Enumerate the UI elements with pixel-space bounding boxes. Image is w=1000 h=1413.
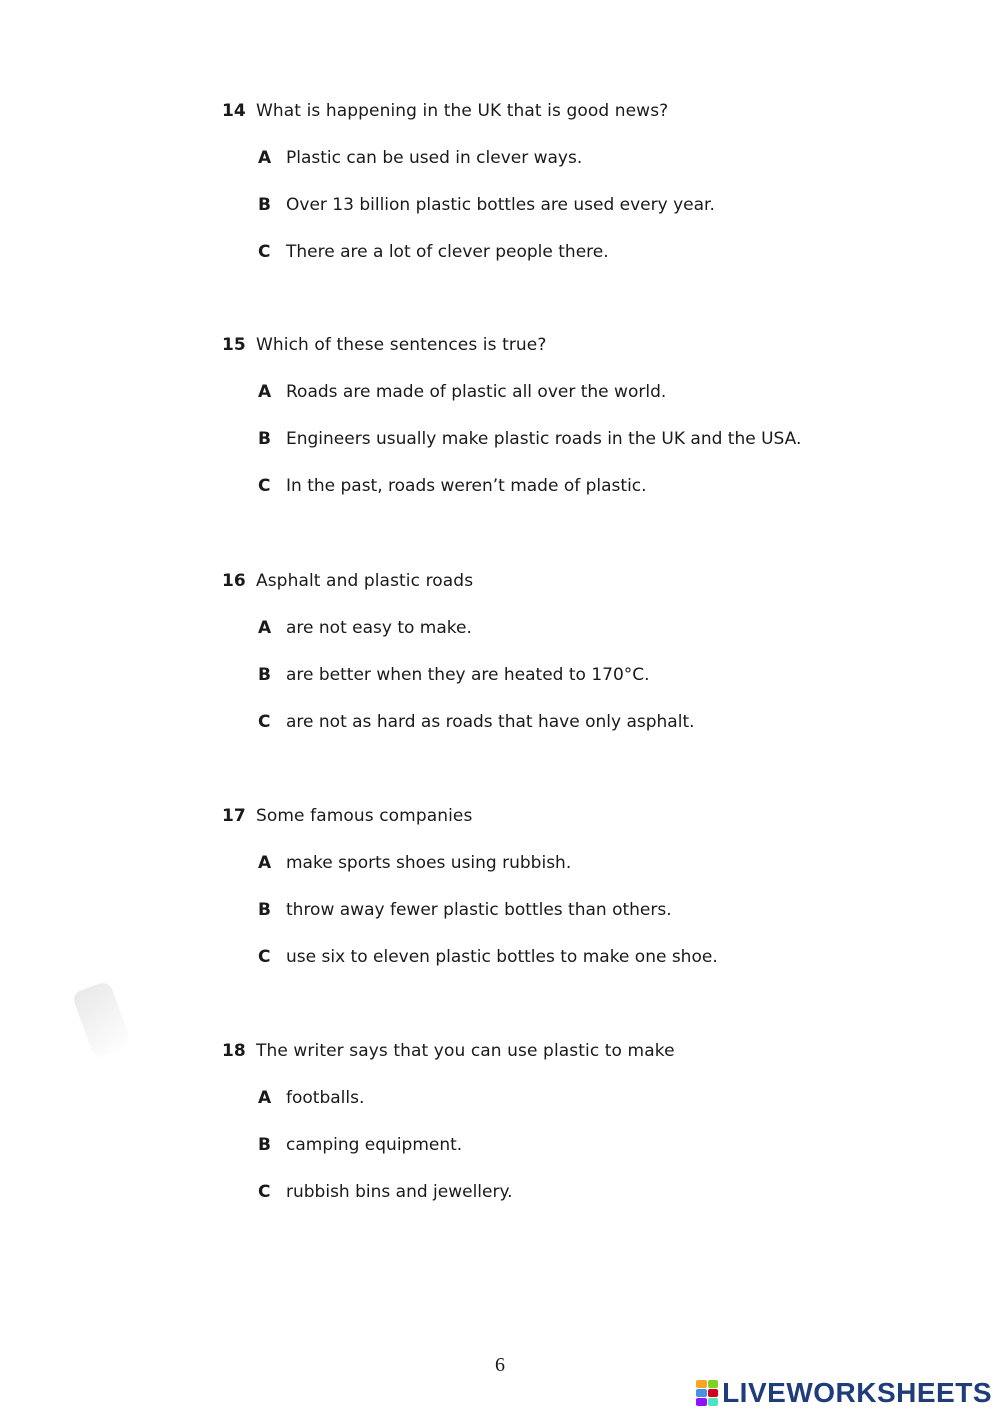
- liveworksheets-logo-icon: [696, 1380, 718, 1406]
- option-letter: A: [258, 148, 272, 168]
- question-number: 15: [222, 335, 246, 355]
- question-stem: [222, 804, 922, 828]
- option-text: Roads are made of plastic all over the world.: [286, 382, 667, 402]
- question-text: Some famous companies: [256, 806, 473, 826]
- option-text: make sports shoes using rubbish.: [286, 853, 572, 873]
- question-18: [222, 1039, 922, 1204]
- option-letter: A: [258, 382, 272, 402]
- option-letter: B: [258, 900, 271, 920]
- option-c[interactable]: [258, 945, 922, 969]
- option-a[interactable]: [258, 851, 922, 875]
- option-a[interactable]: [258, 616, 922, 640]
- option-letter: A: [258, 618, 272, 638]
- logo-tile: [696, 1389, 707, 1397]
- option-c[interactable]: [258, 1180, 922, 1204]
- page-number: 6: [495, 1354, 505, 1376]
- option-text: throw away fewer plastic bottles than others.: [286, 900, 672, 920]
- option-letter: A: [258, 853, 272, 873]
- question-stem: [222, 333, 922, 357]
- option-text: Plastic can be used in clever ways.: [286, 148, 583, 168]
- option-text: are better when they are heated to 170°C.: [286, 665, 650, 685]
- question-stem: [222, 1039, 922, 1063]
- option-b[interactable]: [258, 427, 922, 451]
- option-letter: C: [258, 947, 271, 967]
- question-stem: [222, 569, 922, 593]
- question-number: 17: [222, 806, 246, 826]
- liveworksheets-watermark: [696, 1376, 992, 1410]
- question-16: [222, 569, 922, 734]
- question-number: 16: [222, 571, 246, 591]
- option-text: There are a lot of clever people there.: [286, 242, 609, 262]
- option-b[interactable]: [258, 1133, 922, 1157]
- option-letter: B: [258, 1135, 271, 1155]
- option-c[interactable]: [258, 240, 922, 264]
- option-letter: C: [258, 476, 271, 496]
- option-c[interactable]: [258, 474, 922, 498]
- option-letter: A: [258, 1088, 272, 1108]
- option-letter: B: [258, 665, 271, 685]
- option-text: camping equipment.: [286, 1135, 463, 1155]
- option-text: Over 13 billion plastic bottles are used every year.: [286, 195, 715, 215]
- watermark-text: LIVEWORKSHEETS: [722, 1377, 992, 1408]
- scan-shadow: [71, 980, 133, 1059]
- option-letter: C: [258, 1182, 271, 1202]
- question-17: [222, 804, 922, 969]
- option-a[interactable]: [258, 1086, 922, 1110]
- option-text: rubbish bins and jewellery.: [286, 1182, 513, 1202]
- option-b[interactable]: [258, 898, 922, 922]
- option-b[interactable]: [258, 663, 922, 687]
- option-text: use six to eleven plastic bottles to make one shoe.: [286, 947, 718, 967]
- option-letter: B: [258, 429, 271, 449]
- logo-tile: [708, 1398, 719, 1406]
- option-text: In the past, roads weren’t made of plastic.: [286, 476, 647, 496]
- question-15: [222, 333, 922, 498]
- question-14: [222, 99, 922, 264]
- option-a[interactable]: [258, 146, 922, 170]
- option-letter: C: [258, 712, 271, 732]
- question-text: Asphalt and plastic roads: [256, 571, 474, 591]
- option-a[interactable]: [258, 380, 922, 404]
- logo-tile: [708, 1389, 719, 1397]
- question-stem: [222, 99, 922, 123]
- option-text: are not easy to make.: [286, 618, 472, 638]
- option-b[interactable]: [258, 193, 922, 217]
- question-number: 18: [222, 1041, 246, 1061]
- option-letter: B: [258, 195, 271, 215]
- question-number: 14: [222, 101, 246, 121]
- question-text: The writer says that you can use plastic to make: [256, 1041, 675, 1061]
- option-letter: C: [258, 242, 271, 262]
- question-text: Which of these sentences is true?: [256, 335, 547, 355]
- logo-tile: [708, 1380, 719, 1388]
- option-c[interactable]: [258, 710, 922, 734]
- question-text: What is happening in the UK that is good news?: [256, 101, 669, 121]
- logo-tile: [696, 1398, 707, 1406]
- option-text: Engineers usually make plastic roads in the UK and the USA.: [286, 429, 802, 449]
- logo-tile: [696, 1380, 707, 1388]
- option-text: footballs.: [286, 1088, 365, 1108]
- option-text: are not as hard as roads that have only asphalt.: [286, 712, 695, 732]
